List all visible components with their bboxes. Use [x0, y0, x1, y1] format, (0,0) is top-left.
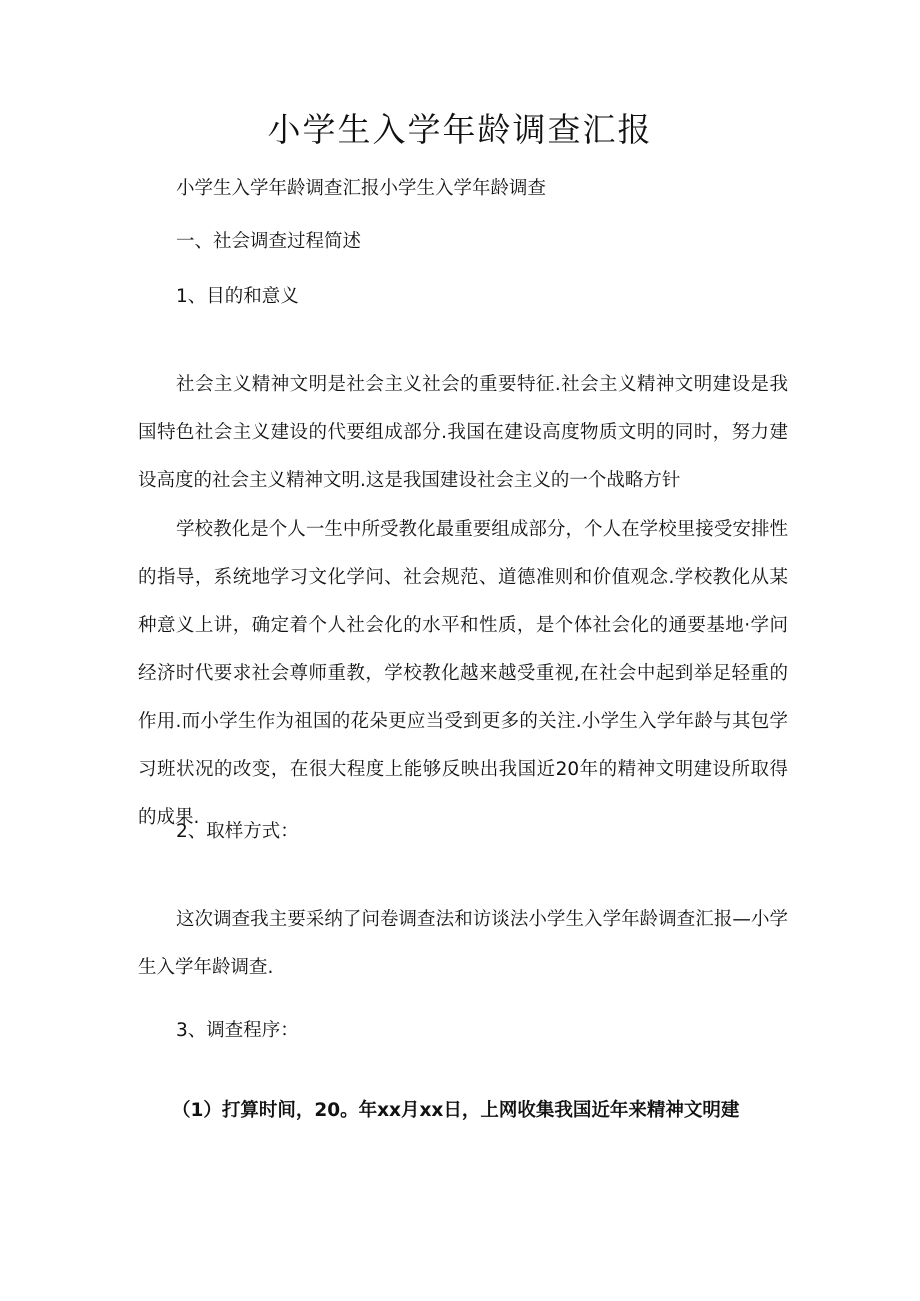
document-subtitle: 小学生入学年龄调查汇报小学生入学年龄调查	[176, 178, 547, 199]
paragraph-method: 这次调查我主要采纳了问卷调查法和访谈法小学生入学年龄调查汇报—小学生入学年龄调查.	[138, 909, 788, 978]
paragraph-purpose: 社会主义精神文明是社会主义社会的重要特征.社会主义精神文明建设是我国特色社会主义建设的代要组成部分.我国在建设高度物质文明的同时，努力建设高度的社会主义精神文明.这是我国建设社会主义的一个战略方针	[138, 374, 788, 491]
item-heading-1: 1、目的和意义	[176, 286, 299, 307]
section-heading-1: 一、社会调查过程简述	[176, 231, 362, 252]
document-title: 小学生入学年龄调查汇报	[267, 110, 653, 149]
item-heading-3: 3、调查程序：	[176, 1020, 299, 1041]
paragraph-education: 学校教化是个人一生中所受教化最重要组成部分，个人在学校里接受安排性的指导，系统地学习文化学问、社会规范、道德准则和价值观念.学校教化从某种意义上讲，确定着个人社会化的水平和性质，是个体社会化的通要基地·学问经济时代要求社会尊师重教，学校教化越来越受重视,在社会中起到举足轻重的作用.而小学生作为祖国的花朵更应当受到更多的关注.小学生入学年龄与其包学习班状况的改变，在很大程度上能够反映出我国近20年的精神文明建设所取得的成果.	[138, 519, 788, 828]
item-heading-2: 2、取样方式：	[176, 821, 299, 842]
procedure-step-1: （1）打算时间，20。年xx月xx日，上网收集我国近年来精神文明建	[172, 1100, 740, 1121]
